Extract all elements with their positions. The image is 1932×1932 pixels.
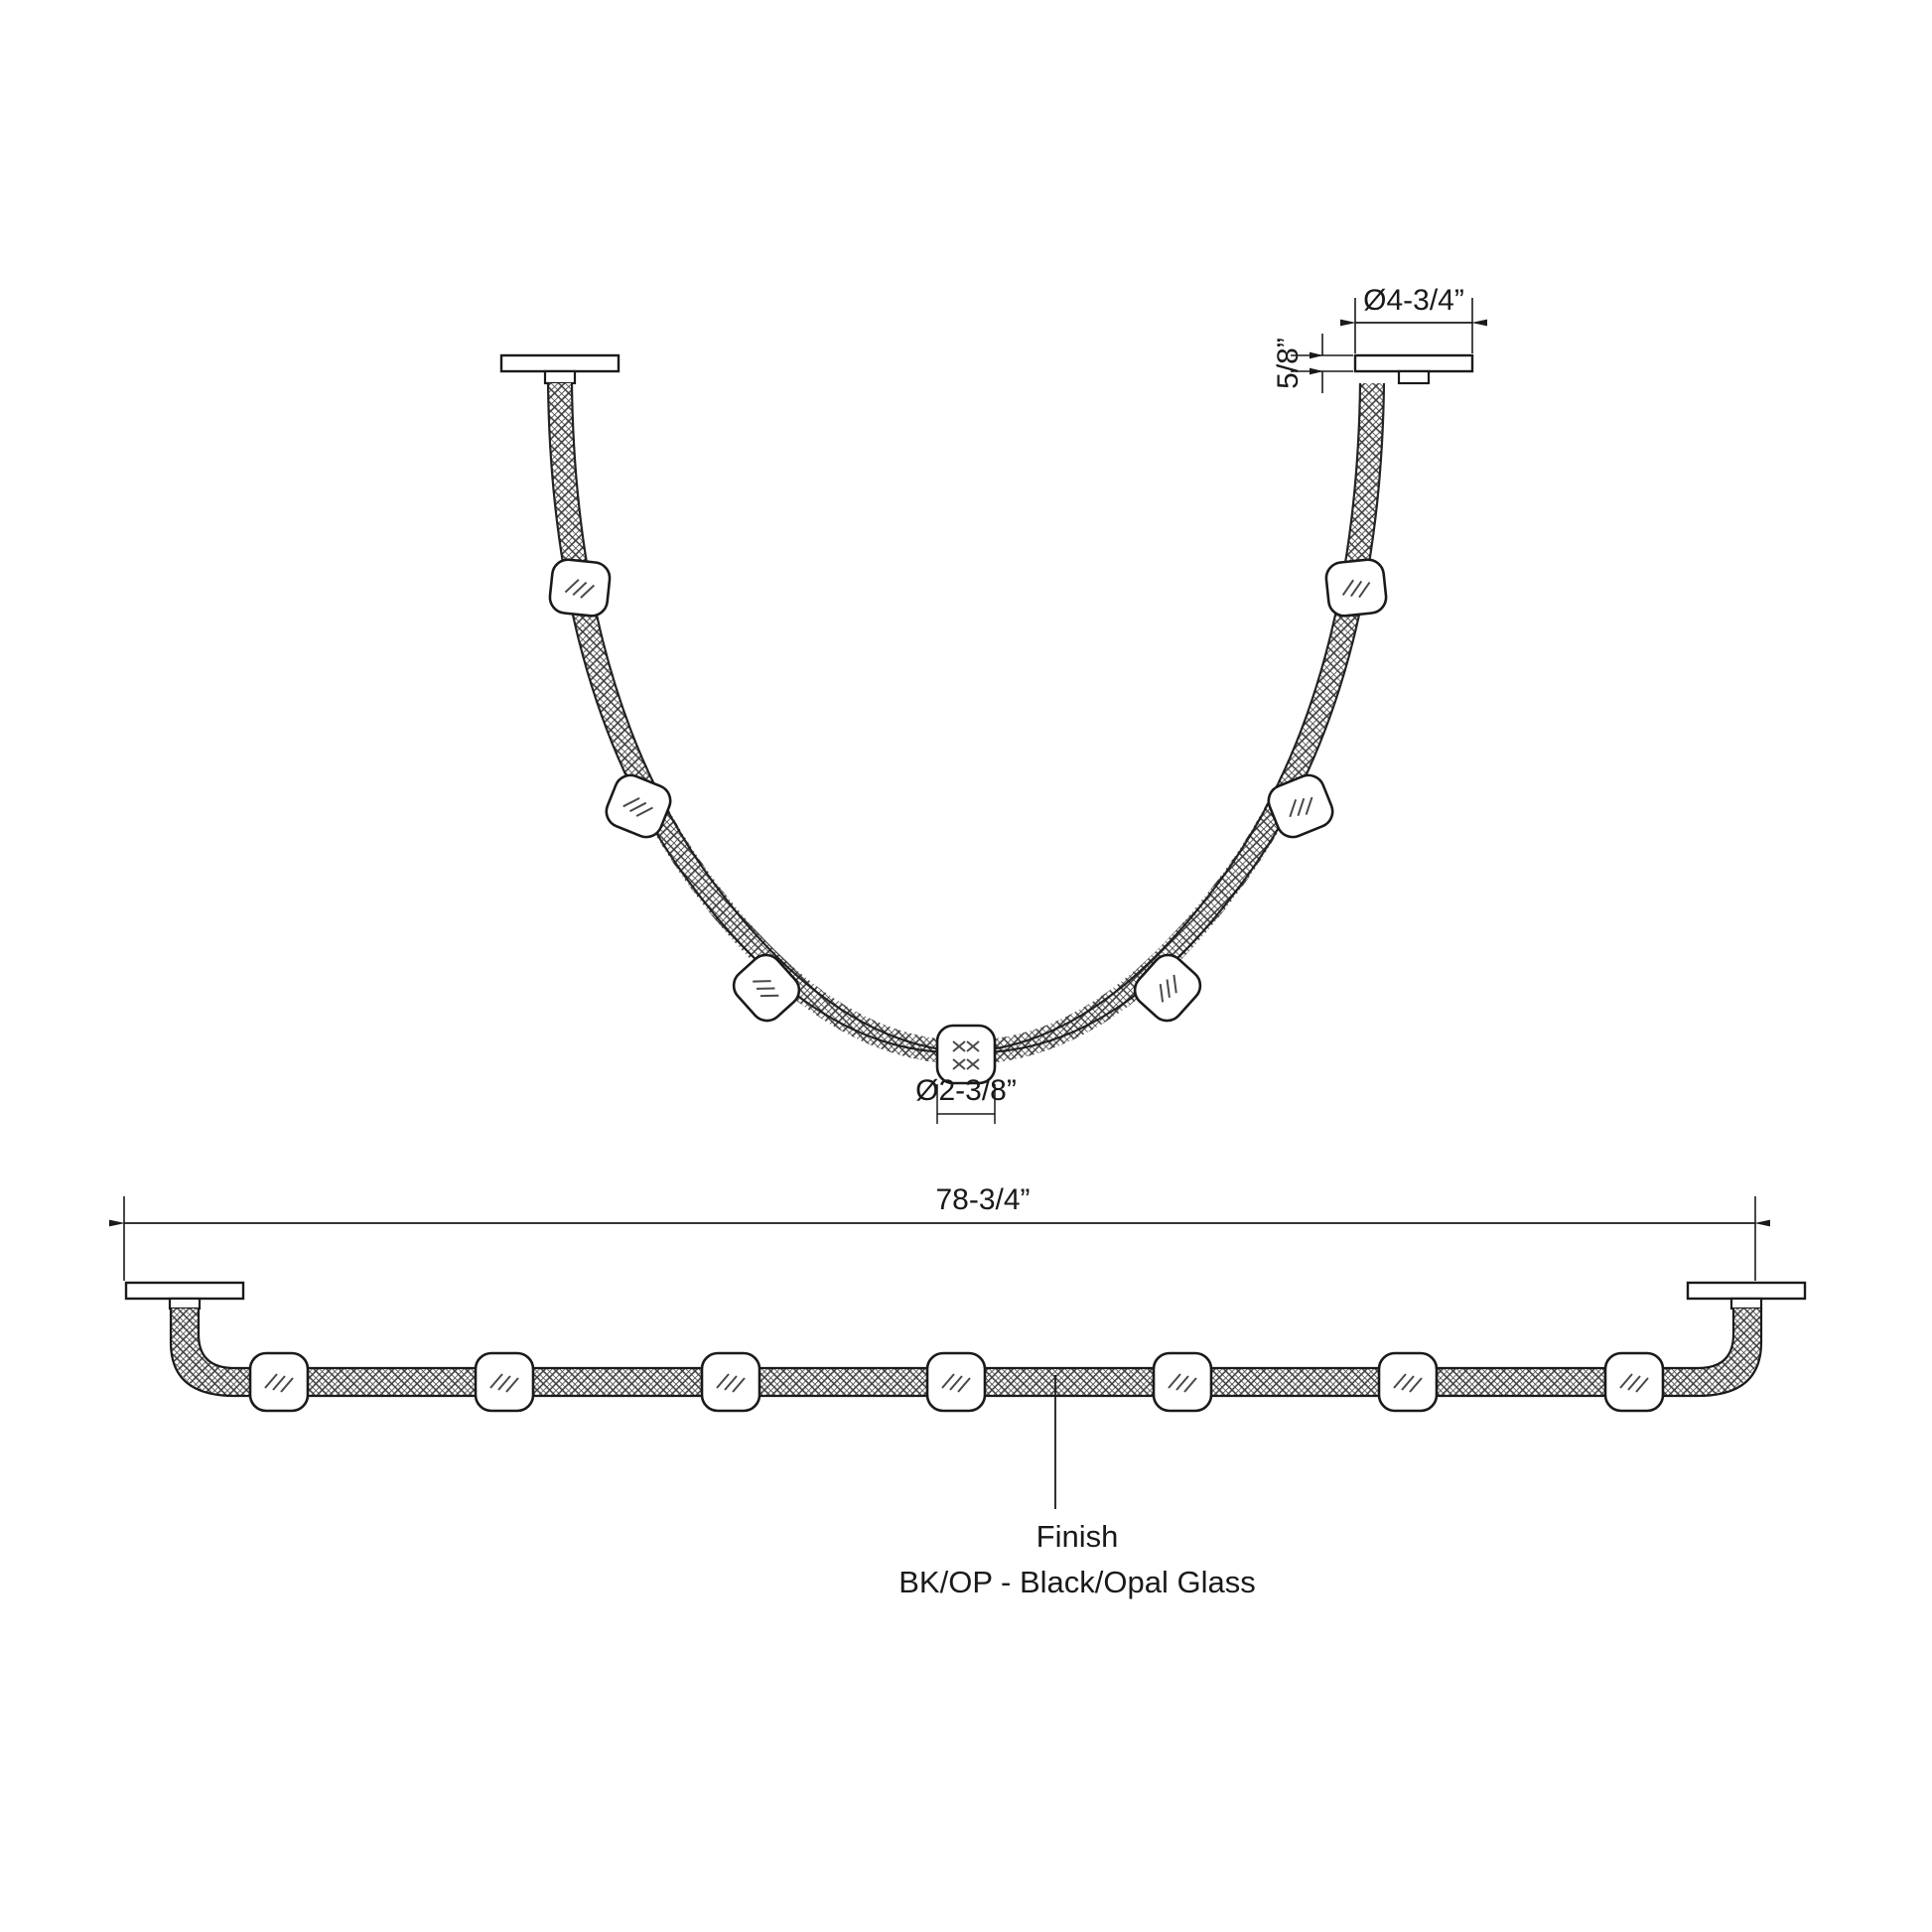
- dimension-diffuser-diameter: [915, 1074, 1017, 1124]
- glass-diffuser: [1129, 948, 1207, 1027]
- dimension-canopy-height: [1272, 334, 1353, 393]
- pendant-cable-curved: [548, 383, 1384, 1052]
- view-curved-elevation: [501, 284, 1472, 1124]
- ceiling-canopy-right: [1355, 355, 1472, 383]
- dimension-label-canopy-height: 5/8”: [1272, 338, 1305, 389]
- glass-diffuser: [728, 948, 806, 1027]
- dimension-canopy-diameter: [1355, 284, 1472, 353]
- glass-diffuser: [702, 1353, 759, 1411]
- glass-diffuser: [250, 1353, 308, 1411]
- dimension-label-diffuser-diameter: Ø2-3/8”: [915, 1074, 1017, 1107]
- glass-diffuser: [476, 1353, 533, 1411]
- dimension-overall-width: [124, 1183, 1755, 1281]
- glass-diffuser: [927, 1353, 985, 1411]
- glass-diffuser: [1154, 1353, 1211, 1411]
- view-straight-elevation: [126, 1283, 1805, 1599]
- finish-callout-detail: BK/OP - Black/Opal Glass: [898, 1565, 1256, 1599]
- glass-diffuser: [1379, 1353, 1437, 1411]
- glass-diffuser: [1324, 558, 1387, 618]
- glass-diffuser: [548, 558, 611, 618]
- dimension-label-canopy-diameter: Ø4-3/4”: [1363, 284, 1464, 317]
- finish-callout-title: Finish: [1035, 1519, 1119, 1554]
- dimension-label-overall-width: 78-3/4”: [935, 1183, 1031, 1216]
- glass-diffuser: [1605, 1353, 1663, 1411]
- ceiling-canopy-left: [501, 355, 619, 383]
